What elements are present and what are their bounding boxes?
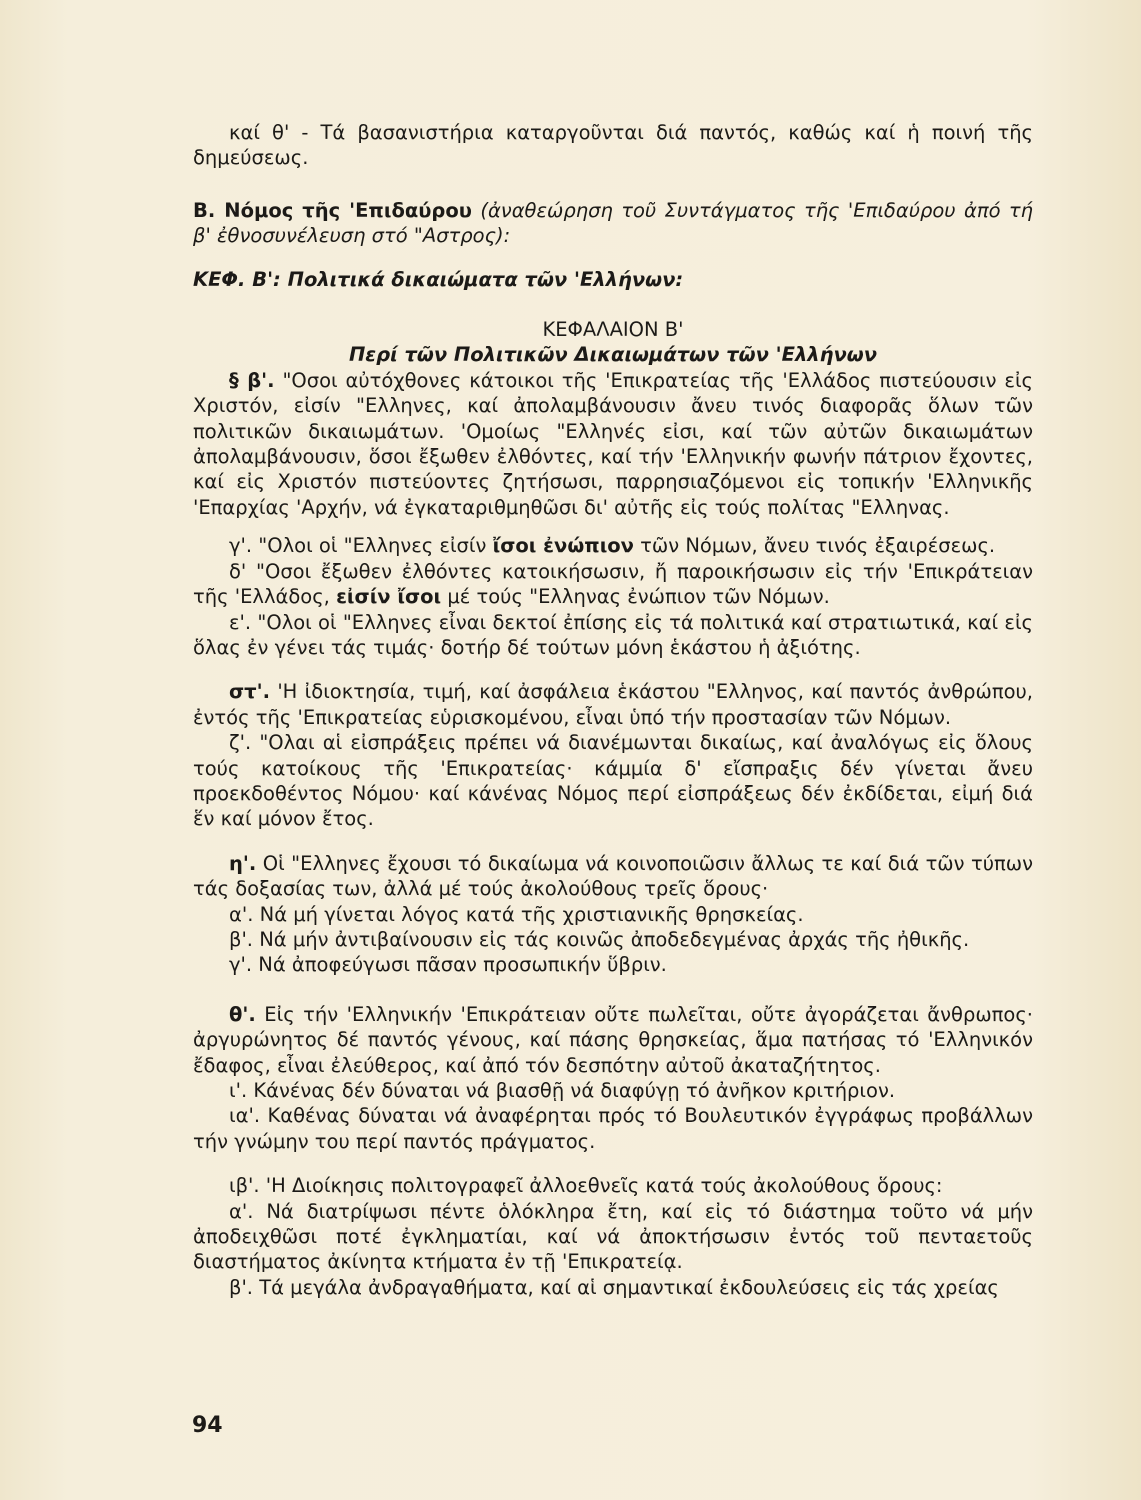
chapter-title: ΚΕΦΑΛΑΙΟΝ Β' <box>542 318 684 342</box>
section-b-heading <box>193 198 1033 249</box>
article-th-mark: θ'. <box>229 1002 256 1026</box>
chapter-subtitle: Περί τῶν Πολιτικῶν Δικαιωμάτων τῶν 'Ελλήνων <box>348 343 878 367</box>
section-b-subtitle: (ἀναθεώρηση τοῦ Συντάγματος τῆς 'Επιδαύρου ἀπό τή β' ἐθνοσυνέλευση στό "Αστρος): <box>193 198 1033 248</box>
article-e: ε'. "Ολοι οἱ "Ελληνες εἶναι δεκτοί ἐπίσης εἰς τά πολιτικά καί στρατιωτικά, καί εἰς ὅλας ἐν γένει τάς τιμάς· δοτήρ δέ τούτων μόνη ἑκάστου ἡ ἀξιότης. <box>193 610 1033 659</box>
article-ia: ια'. Καθένας δύναται νά ἀναφέρηται πρός τό Βουλευτικόν ἐγγράφως προβάλλων τήν γνώμην του περί παντός πράγματος. <box>193 1104 1033 1153</box>
article-h <box>193 851 1033 902</box>
article-ib: ιβ'. 'Η Διοίκησις πολιτογραφεῖ ἀλλοεθνεῖς κατά τούς ἀκολούθους ὅρους: <box>229 1174 943 1198</box>
article-h-condition-b: β'. Νά μήν ἀντιβαίνουσιν εἰς τάς κοινῶς ἀποδεδεγμένας ἀρχάς τῆς ἠθικῆς. <box>229 927 970 951</box>
article-z: ζ'. "Ολαι αἱ εἰσπράξεις πρέπει νά διανέμωνται δικαίως, καί ἀναλόγως εἰς ὅλους τούς κατοίκους τῆς 'Επικρατείας· κάμμία δ' εἴσπραξις δέν γίνεται ἄνευ προεκδοθέντος Νόμου· καί κάνένας Νόμος περί εἰσπράξεως δέν ἐκδίδεται, εἰμή διά ἕν καί μόνον ἔτος. <box>193 731 1033 831</box>
article-g-text: γ'. "Ολοι οἱ "Ελληνες εἰσίν <box>229 534 493 558</box>
intro-paragraph: καί θ' - Τά βασανιστήρια καταργοῦνται διά παντός, καθώς καί ἡ ποινή τῆς δημεύσεως. <box>193 121 1033 170</box>
article-h-condition-a: α'. Νά μή γίνεται λόγος κατά τῆς χριστιανικῆς θρησκείας. <box>229 902 804 926</box>
article-d-text: δ' "Οσοι ἔξωθεν ἐλθόντες κατοικήσωσιν, ἤ παροικήσωσιν εἰς τήν 'Επικράτειαν τῆς 'Ελλάδος, <box>193 559 1033 609</box>
chapter-heading: ΚΕΦ. Β': Πολιτικά δικαιώματα τῶν 'Ελλήνων: <box>193 267 684 291</box>
article-b-text: "Οσοι αὐτόχθονες κάτοικοι τῆς 'Επικρατείας τῆς 'Ελλάδος πιστεύουσιν εἰς Χριστόν, εἰσίν "Ελληνες, καί ἀπολαμβάνουσιν ἄνευ τινός διαφορᾶς ὅλων τῶν πολιτικῶν δικαιωμάτων. 'Ομοίως "Ελληνές εἰσι, καί τῶν αὐτῶν δικαιωμάτων ἀπολαμβάνουσιν, ὅσοι ἔξωθεν ἐλθόντες, καί τήν 'Ελληνικήν φωνήν πάτριον ἔχοντες, καί εἰς Χριστόν πιστεύοντες ζητήσωσι, παρρησιαζόμενοι εἰς τοπικήν 'Ελληνικῆς 'Επαρχίας 'Αρχήν, νά ἐγκαταριθμηθῶσι δι' αὐτῆς εἰς τούς πολίτας "Ελληνας. <box>193 368 1033 519</box>
section-b-title: Β. Νόμος τῆς 'Επιδαύρου <box>193 198 472 222</box>
text-column <box>193 120 1033 1300</box>
article-h-text: Οἱ "Ελληνες ἔχουσι τό δικαίωμα νά κοινοποιῶσιν ἄλλως τε καί διά τῶν τύπων τάς δοξασίας των, ἀλλά μέ τούς ἀκολούθους τρεῖς ὅρους· <box>193 851 1033 901</box>
article-th <box>193 1002 1033 1078</box>
article-i: ι'. Κάνένας δέν δύναται νά βιασθῇ νά διαφύγῃ τό ἀνῆκον κριτήριον. <box>229 1079 896 1102</box>
article-b <box>193 368 1033 520</box>
article-b-mark: § β'. <box>229 368 275 392</box>
article-th-text: Εἰς τήν 'Ελληνικήν 'Επικράτειαν οὔτε πωλεῖται, οὔτε ἀγοράζεται ἄνθρωπος· ἀργυρώνητος δέ παντός γένους, καί πάσης θρησκείας, ἅμα πατήσας τό 'Ελληνικόν ἔδαφος, εἶναι ἐλεύθερος, καί ἀπό τόν δεσπότην αὐτοῦ ἀκαταζήτητος. <box>193 1002 1033 1077</box>
article-st <box>193 679 1033 730</box>
article-ib-condition-a: α'. Νά διατρίψωσι πέντε ὁλόκληρα ἔτη, καί εἰς τό διάστημα τοῦτο νά μήν ἀποδειχθῶσι ποτέ ἐγκληματίαι, καί νά ἀποκτήσωσιν ἐντός τοῦ πενταετοῦς διαστήματος ἀκίνητα κτήματα ἐν τῇ 'Επικρατείᾳ. <box>193 1199 1033 1274</box>
article-d <box>193 559 1033 610</box>
article-d-text-end: μέ τούς "Ελληνας ἐνώπιον τῶν Νόμων. <box>441 585 830 609</box>
article-g-emphasis: ἴσοι ἐνώπιον <box>492 534 634 558</box>
article-h-condition-g: γ'. Νά ἀποφεύγωσι πᾶσαν προσωπικήν ὕβριν. <box>229 953 667 977</box>
article-ib-condition-b: β'. Τά μεγάλα ἀνδραγαθήματα, καί αἱ σημαντικαί ἐκδουλεύσεις εἰς τάς χρείας <box>229 1275 999 1299</box>
article-st-mark: στ'. <box>229 680 271 704</box>
article-d-emphasis: εἰσίν ἴσοι <box>336 585 442 609</box>
article-st-text: 'Η ἰδιοκτησία, τιμή, καί ἀσφάλεια ἑκάστου "Ελληνος, καί παντός ἀνθρώπου, ἐντός τῆς 'Επικρατείας εὑρισκομένου, εἶναι ὑπό τήν προστασίαν τῶν Νόμων. <box>193 680 1033 729</box>
article-g <box>193 533 1033 558</box>
article-g-text-end: τῶν Νόμων, ἄνευ τινός ἐξαιρέσεως. <box>633 534 996 558</box>
article-h-mark: η'. <box>229 851 257 875</box>
page-number: 94 <box>192 1413 223 1438</box>
